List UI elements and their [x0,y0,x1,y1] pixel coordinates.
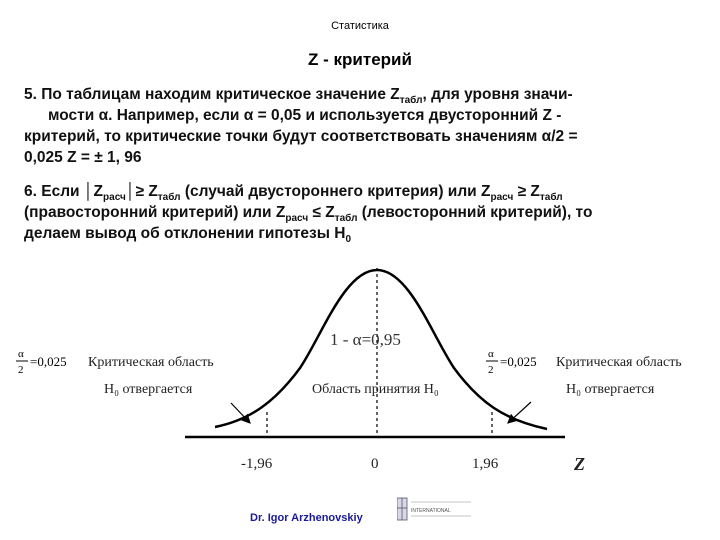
left-alpha-value: =0,025 [30,354,67,369]
right-alpha-numerator: α [488,348,494,360]
right-alpha-value: =0,025 [500,354,537,369]
tick-label-left: -1,96 [241,456,273,472]
tick-label-center: 0 [371,456,379,472]
p6-line3: делаем вывод об отклонении гипотезы $H_0$ [24,225,352,246]
right-critical-region-label: Критическая область [556,355,682,370]
institution-logo [397,496,472,524]
left-alpha-numerator: α [18,348,24,360]
slide-title: Z - критерий [308,50,412,69]
axis-label-z: Z [574,454,585,474]
tick-label-right: 1,96 [472,456,499,472]
acceptance-region-label: Область принятия H₀ [312,382,439,397]
right-reject-label: H₀ отвергается [566,382,655,397]
p6-line1: 6. Если $│Z_{расч}│\ge Z_{табл}$ (случай двустороннего критерия) или $Z_{расч} \ge Z_{табл}$ [24,183,563,204]
normal-curve [215,270,547,429]
footer-author: Dr. Igor Arzhenovskiy [250,512,363,524]
logo-text: INTERNATIONAL [411,508,451,514]
confidence-label: 1 - α=0,95 [330,330,401,349]
right-alpha-denominator: 2 [488,364,494,376]
p6-line2: (правосторонний критерий) или $Z_{расч} \le Z_{табл}$ (левосторонний критерий), то [24,204,593,225]
p5-line2: мости α. Например, если α = 0,05 и используется двусторонний Z - [48,107,562,124]
left-alpha-denominator: 2 [18,364,24,376]
p5-line1: 5. По таблицам находим критическое значение $Z_{табл}$, для уровня значи- [24,86,573,107]
p5-line4: 0,025 Z = ± 1, 96 [24,149,142,166]
left-reject-label: H₀ отвергается [104,382,193,397]
p5-line3: критерий, то критические точки будут соответствовать значениям α/2 = [24,128,578,145]
left-critical-region-label: Критическая область [88,355,214,370]
slide-header: Статистика [331,20,389,32]
